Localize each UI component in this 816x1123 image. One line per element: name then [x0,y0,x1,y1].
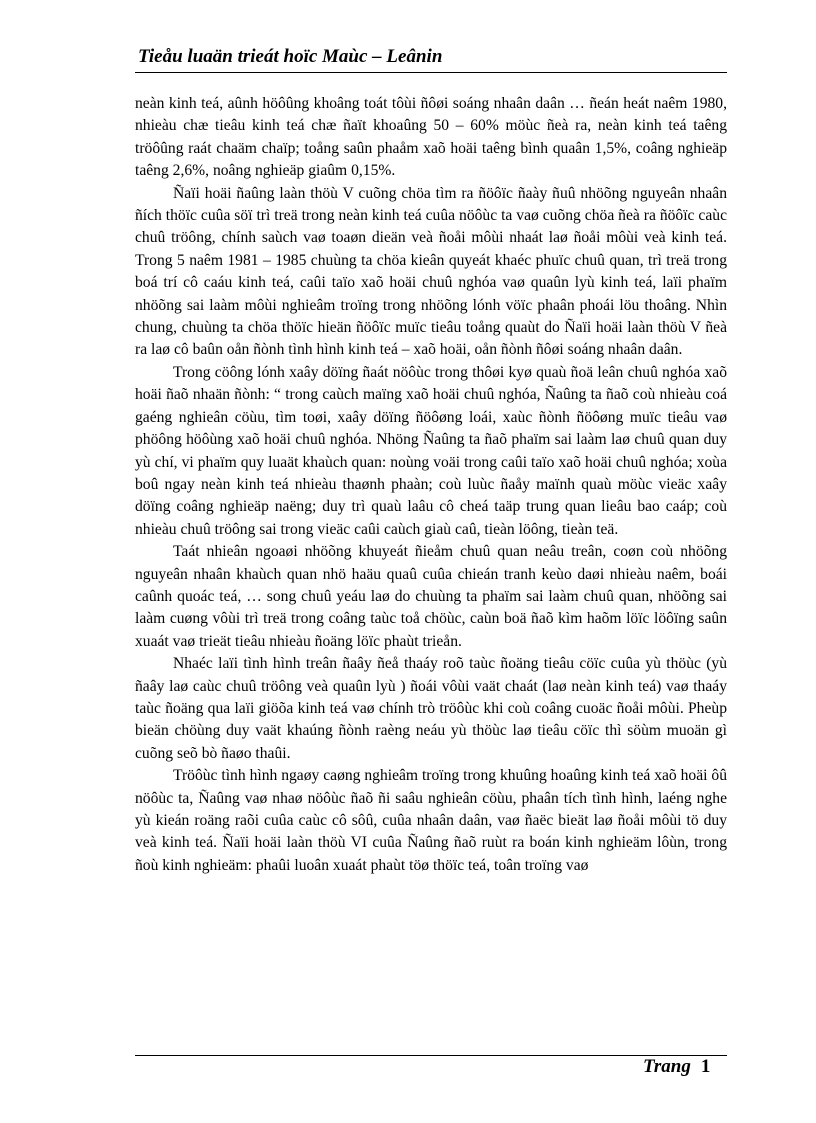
paragraph: Ñaïi hoäi ñaûng laàn thöù V cuõng chöa tìm ra ñöôïc ñaày ñuû nhöõng nguyeân nhaân ñích thöïc cuûa söï trì treä trong neàn kinh teá cuûa nöôùc ta vaø cuõng chöa ñeà ra ñöôïc caùc chuû tröông, chính saùch vaø toaøn dieän veà ñoåi môùi nhaát laø ñoåi môùi veà kinh teá. Trong 5 naêm 1981 – 1985 chuùng ta chöa kieân quyeát khaéc phuïc chuû quan, trì treä trong boá trí cô caáu kinh teá, caûi taïo xaõ hoäi chuû nghóa vaø quaûn lyù kinh teá, laïi phaïm nhöõng sai laàm môùi nghieâm troïng trong nhöõng lónh vöïc phaân phoái löu thoâng. Nhìn chung, chuùng ta chöa thöïc hieän ñöôïc muïc tieâu toång quaùt do Ñaïi hoäi laàn thöù V ñeà ra laø cô baûn oån ñònh tình hình kinh teá – xaõ hoäi, oån ñònh ñôøi soáng nhaân daân. [135,184,727,359]
paragraph: Tröôùc tình hình ngaøy caøng nghieâm troïng trong khuûng hoaûng kinh teá xaõ hoäi ôû nöôùc ta, Ñaûng vaø nhaø nöôùc ñaõ ñi saâu nghieân cöùu, phaân tích tình hình, laéng nghe yù kieán roäng raõi cuûa caùc cô sôû, cuûa nhaân daân, vaø ñaëc bieät laø ñoåi môùi tö duy veà kinh teá. Ñaïi hoäi laàn thöù VI cuûa Ñaûng ñaõ ruùt ra boán kinh nghieäm lôùn, trong ñoù kinh nghieäm: phaûi luoân xuaát phaùt töø thöïc teá, toân troïng vaø [135,767,727,874]
page-number: 1 [700,1056,711,1077]
running-header-title: Tieåu luaän trieát hoïc Maùc – Leânin [138,46,443,67]
paragraph: Taát nhieân ngoaøi nhöõng khuyeát ñieåm chuû quan neâu treân, coøn coù nhöõng nguyeân nhaân khaùch quan nhö haäu quaû cuûa chieán tranh keùo daøi nhieàu naêm, boái caûnh quoác teá, … song chuû yeáu laø do chuùng ta phaïm sai laàm chuû quan, nhöõng sai laàm cuøng vôùi trì treä trong coâng taùc toå chöùc, caùn boä ñaõ kìm haõm löïc löôïng saûn xuaát vaø trieät tieâu nhieàu ñoäng löïc phaùt trieån. [135,543,727,650]
paragraph: Trong cöông lónh xaây döïng ñaát nöôùc trong thôøi kyø quaù ñoä leân chuû nghóa xaõ hoäi ñaõ nhaän ñònh: “ trong caùch maïng xaõ hoäi chuû nghóa, Ñaûng ta ñaõ coù nhieàu coá gaéng nghieân cöùu, tìm toøi, xaây döïng ñöôøng loái, xaùc ñònh ñöôøng muïc tieâu vaø phöông höôùng xaõ hoäi chuû nghóa. Nhöng Ñaûng ta ñaõ phaïm sai laàm laø chuû quan duy yù chí, vi phaïm quy luaät khaùch quan: noùng voäi trong caûi taïo xaõ hoäi chuû nghóa; xoùa boû ngay neàn kinh teá nhieàu thaønh phaàn; coù luùc ñaåy maïnh quaù möùc vieäc xaây döïng coâng nghieäp naëng; duy trì quaù laâu cô cheá taäp trung quan lieâu bao caáp; coù nhieàu chuû tröông sai trong vieäc caûi caùch giaù caû, tieàn löông, tieàn teä. [135,363,727,538]
paragraph: Nhaéc laïi tình hình treân ñaây ñeå thaáy roõ taùc ñoäng tieâu cöïc cuûa yù thöùc (yù ñaây laø caùc chuû tröông veà quaûn lyù ) ñoái vôùi vaät chaát (laø neàn kinh teá) vaø thaáy taùc ñoäng qua laïi giöõa kinh teá vaø chính trò tröôùc khi coù coâng cuoäc ñoåi môùi. Pheùp bieän chöùng duy vaät khaúng ñònh raèng neáu yù thöùc laø tieâu cöïc thì söùm muoän gì cuõng seõ bò ñaøo thaûi. [135,655,727,762]
page-footer [643,1056,710,1078]
header-divider [135,72,727,73]
page-label: Trang [643,1056,691,1077]
paragraph: neàn kinh teá, aûnh höôûng khoâng toát tôùi ñôøi soáng nhaân daân … ñeán heát naêm 1980, nhieàu chæ tieâu kinh teá chæ ñaït khoaûng 50 – 60% möùc ñeà ra, neàn kinh teá taêng tröôûng raát chaäm chaïp; toång saûn phaåm xaõ hoäi taêng bình quaân 1,5%, coâng nghieäp taêng 2,6%, noâng nghieäp giaûm 0,15%. [135,95,727,180]
document-body [135,93,727,877]
footer-divider [135,1055,727,1056]
